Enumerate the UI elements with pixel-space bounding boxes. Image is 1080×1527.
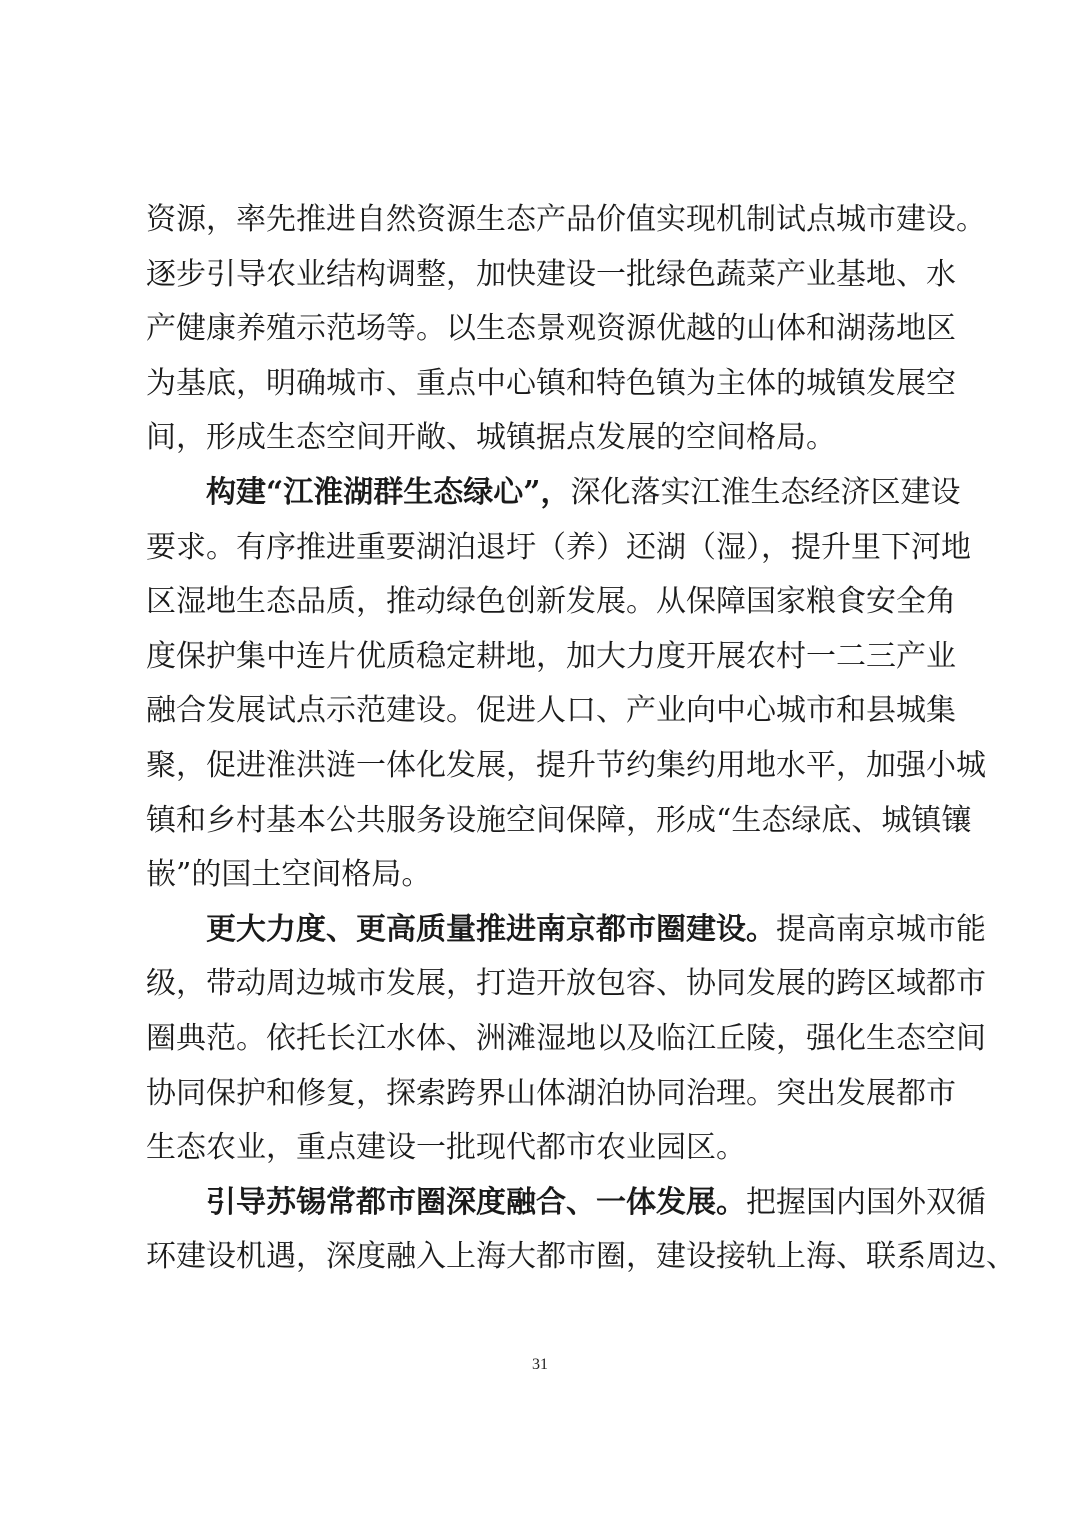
text-line: 区湿地生态品质，推动绿色创新发展。从保障国家粮食安全角 xyxy=(146,584,956,620)
text-line: 级，带动周边城市发展，打造开放包容、协同发展的跨区域都市 xyxy=(146,966,986,1002)
paragraph-lead-heading: 更大力度、更高质量推进南京都市圈建设。 xyxy=(206,911,776,947)
text-line: 逐步引导农业结构调整，加快建设一批绿色蔬菜产业基地、水 xyxy=(146,256,956,292)
text-line: 聚，促进淮洪涟一体化发展，提升节约集约用地水平，加强小城 xyxy=(146,747,986,783)
text-line: 环建设机遇，深度融入上海大都市圈，建设接轨上海、联系周边、 xyxy=(146,1239,1016,1275)
text-line: 生态农业，重点建设一批现代都市农业园区。 xyxy=(146,1130,746,1166)
text-line: 度保护集中连片优质稳定耕地，加大力度开展农村一二三产业 xyxy=(146,638,956,674)
text-line: 融合发展试点示范建设。促进人口、产业向中心城市和县城集 xyxy=(146,693,956,729)
paragraph-lead-heading: 引导苏锡常都市圈深度融合、一体发展。 xyxy=(206,1184,746,1220)
text-line: 间，形成生态空间开敞、城镇据点发展的空间格局。 xyxy=(146,420,836,456)
text-line: 圈典范。依托长江水体、洲滩湿地以及临江丘陵，强化生态空间 xyxy=(146,1020,986,1056)
text-run: 把握国内国外双循 xyxy=(746,1184,986,1220)
text-line: 镇和乡村基本公共服务设施空间保障，形成“生态绿底、城镇镶 xyxy=(146,802,972,838)
text-run: 深化落实江淮生态经济区建设 xyxy=(570,474,961,510)
text-line: 要求。有序推进重要湖泊退圩（养）还湖（湿），提升里下河地 xyxy=(146,529,971,565)
text-line: 产健康养殖示范场等。以生态景观资源优越的山体和湖荡地区 xyxy=(146,311,956,347)
paragraph-first-line xyxy=(146,466,961,521)
body-text xyxy=(146,193,1016,1285)
paragraph-first-line xyxy=(146,903,986,958)
text-line: 嵌”的国土空间格局。 xyxy=(146,857,432,893)
text-line: 资源，率先推进自然资源生态产品价值实现机制试点城市建设。 xyxy=(146,202,986,237)
text-line: 协同保护和修复，探索跨界山体湖泊协同治理。突出发展都市 xyxy=(146,1075,956,1111)
paragraph-first-line xyxy=(146,1176,986,1231)
page-number: 31 xyxy=(532,1356,548,1373)
paragraph-lead-heading: 构建“江淮湖群生态绿心”， xyxy=(206,474,571,510)
text-run: 提高南京城市能 xyxy=(776,911,986,947)
text-line: 为基底，明确城市、重点中心镇和特色镇为主体的城镇发展空 xyxy=(146,365,956,401)
